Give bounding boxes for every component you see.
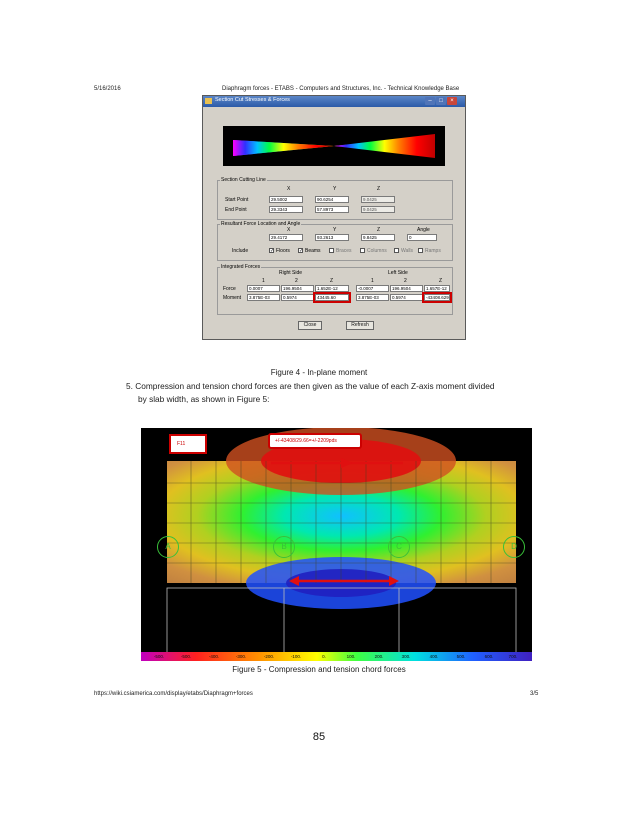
close-icon[interactable]: × <box>447 97 457 105</box>
start-point-label: Start Point <box>225 197 249 203</box>
paragraph-line-1: 5. Compression and tension chord forces are then given as the value of each Z-axis moment divided <box>126 381 495 391</box>
scale-tick: -500. <box>153 654 165 659</box>
refresh-button[interactable]: Refresh <box>346 321 374 330</box>
end-x-field[interactable]: 29.3343 <box>269 206 303 213</box>
left-moment-z: -43408.629 <box>426 295 449 300</box>
left-force-2: 196.9504 <box>390 285 423 292</box>
grid-label-d: D <box>503 536 525 558</box>
scale-tick: 100. <box>346 654 356 659</box>
integrated-forces-label: Integrated Forces <box>221 264 261 270</box>
chord-force-contour-figure <box>141 428 532 661</box>
maximize-icon[interactable]: □ <box>436 97 446 105</box>
res-col-angle: Angle <box>417 227 430 233</box>
resultant-z-field[interactable]: 9.8425 <box>361 234 395 241</box>
start-x-field[interactable]: 29.5002 <box>269 196 303 203</box>
scale-tick: 0. <box>322 654 326 659</box>
stress-gradient-graphic <box>223 126 445 166</box>
columns-label: Columns <box>367 248 387 254</box>
res-col-x: X <box>287 227 291 233</box>
right-moment-2: 0.5974 <box>281 294 314 301</box>
right-moment-highlight <box>313 292 351 303</box>
col-z: Z <box>377 186 381 192</box>
right-moment-1: 3.875E-03 <box>247 294 280 301</box>
end-y-field[interactable]: 57.8973 <box>315 206 349 213</box>
l-col-z: Z <box>439 278 443 284</box>
scale-tick: 400. <box>429 654 439 659</box>
figure4-caption: Figure 4 - In-plane moment <box>270 368 368 377</box>
walls-label: Walls <box>401 248 414 254</box>
scale-tick: 300. <box>401 654 411 659</box>
end-z-field: 9.0425 <box>361 206 395 213</box>
r-col-1: 1 <box>262 278 265 284</box>
walls-checkbox[interactable] <box>394 248 399 253</box>
start-y-field[interactable]: 90.6254 <box>315 196 349 203</box>
floors-checkbox[interactable]: ✓ <box>270 248 275 254</box>
scale-tick: 700. <box>508 654 518 659</box>
footer-url[interactable]: https://wiki.csiamerica.com/display/etabs/Diaphragm+forces <box>94 691 253 697</box>
columns-checkbox[interactable] <box>360 248 365 253</box>
annotation-box <box>268 433 362 449</box>
left-side-label: Left Side <box>388 270 408 276</box>
res-col-z: Z <box>377 227 381 233</box>
force-row-label: Force <box>223 286 236 292</box>
figure5-caption: Figure 5 - Compression and tension chord forces <box>232 665 406 674</box>
l-col-1: 1 <box>371 278 374 284</box>
footer-page: 3/5 <box>530 691 539 697</box>
annotation-text: +/-43408/29.66=+/-2209pds <box>275 438 337 444</box>
braces-label: Braces <box>336 248 352 254</box>
right-moment-z: 43445.60 <box>315 294 349 301</box>
print-date: 5/16/2016 <box>94 86 121 92</box>
braces-checkbox[interactable] <box>329 248 334 253</box>
left-moment-2: 0.5974 <box>390 294 423 301</box>
ramps-checkbox[interactable] <box>418 248 423 253</box>
scale-tick: -500. <box>180 654 192 659</box>
scale-tick: 600. <box>484 654 494 659</box>
beams-checkbox[interactable]: ✓ <box>299 248 304 254</box>
stress-gradient-display <box>223 126 445 166</box>
close-button[interactable]: Close <box>298 321 322 330</box>
dialog-title: Section Cut Stresses & Forces <box>215 97 290 103</box>
scale-tick: 500. <box>456 654 466 659</box>
resultant-x-field[interactable]: 29.4172 <box>269 234 303 241</box>
start-z-field: 9.0425 <box>361 196 395 203</box>
section-cutting-line-label: Section Cutting Line <box>221 177 266 183</box>
grid-label-b: B <box>273 536 295 558</box>
print-title: Diaphragm forces - ETABS - Computers and Structures, Inc. - Technical Knowledge Base <box>222 86 460 92</box>
f11-label: F11 <box>177 441 186 447</box>
floors-label: Floors <box>276 248 290 254</box>
scale-tick: 200. <box>374 654 384 659</box>
col-y: Y <box>333 186 337 192</box>
beams-label: Beams <box>305 248 321 254</box>
resultant-y-field[interactable]: 93.2613 <box>315 234 349 241</box>
contour-graphic <box>141 428 532 661</box>
app-icon <box>205 98 212 104</box>
dialog-titlebar <box>203 96 465 107</box>
left-moment-1: 3.875E-03 <box>356 294 389 301</box>
r-col-2: 2 <box>295 278 298 284</box>
res-col-y: Y <box>333 227 337 233</box>
moment-row-label: Moment <box>223 295 242 301</box>
scale-tick: -200. <box>263 654 275 659</box>
r-col-z: Z <box>330 278 334 284</box>
end-point-label: End Point <box>225 207 247 213</box>
include-label: Include <box>232 248 249 254</box>
left-moment-highlight <box>422 292 452 303</box>
col-x: X <box>287 186 291 192</box>
minimize-icon[interactable]: – <box>425 97 435 105</box>
left-force-z: 1.657E-12 <box>424 285 450 292</box>
section-cut-dialog <box>202 95 466 340</box>
scale-tick: -300. <box>235 654 247 659</box>
grid-label-a: A <box>157 536 179 558</box>
grid-label-c: C <box>388 536 410 558</box>
l-col-2: 2 <box>404 278 407 284</box>
page-number: 85 <box>312 731 326 743</box>
right-force-2: 196.9504 <box>281 285 314 292</box>
scale-tick: -400. <box>208 654 220 659</box>
f11-label-box <box>169 434 207 454</box>
angle-field[interactable]: 0 <box>407 234 437 241</box>
right-force-1: 0.0007 <box>247 285 280 292</box>
ramps-label: Ramps <box>425 248 441 254</box>
resultant-force-label: Resultant Force Location and Angle <box>221 221 301 227</box>
right-side-label: Right Side <box>279 270 303 276</box>
scale-tick: -100. <box>290 654 302 659</box>
right-force-z: 1.652E-12 <box>315 285 349 292</box>
paragraph-line-2: by slab width, as shown in Figure 5: <box>138 394 270 404</box>
left-force-1: -0.0007 <box>356 285 389 292</box>
